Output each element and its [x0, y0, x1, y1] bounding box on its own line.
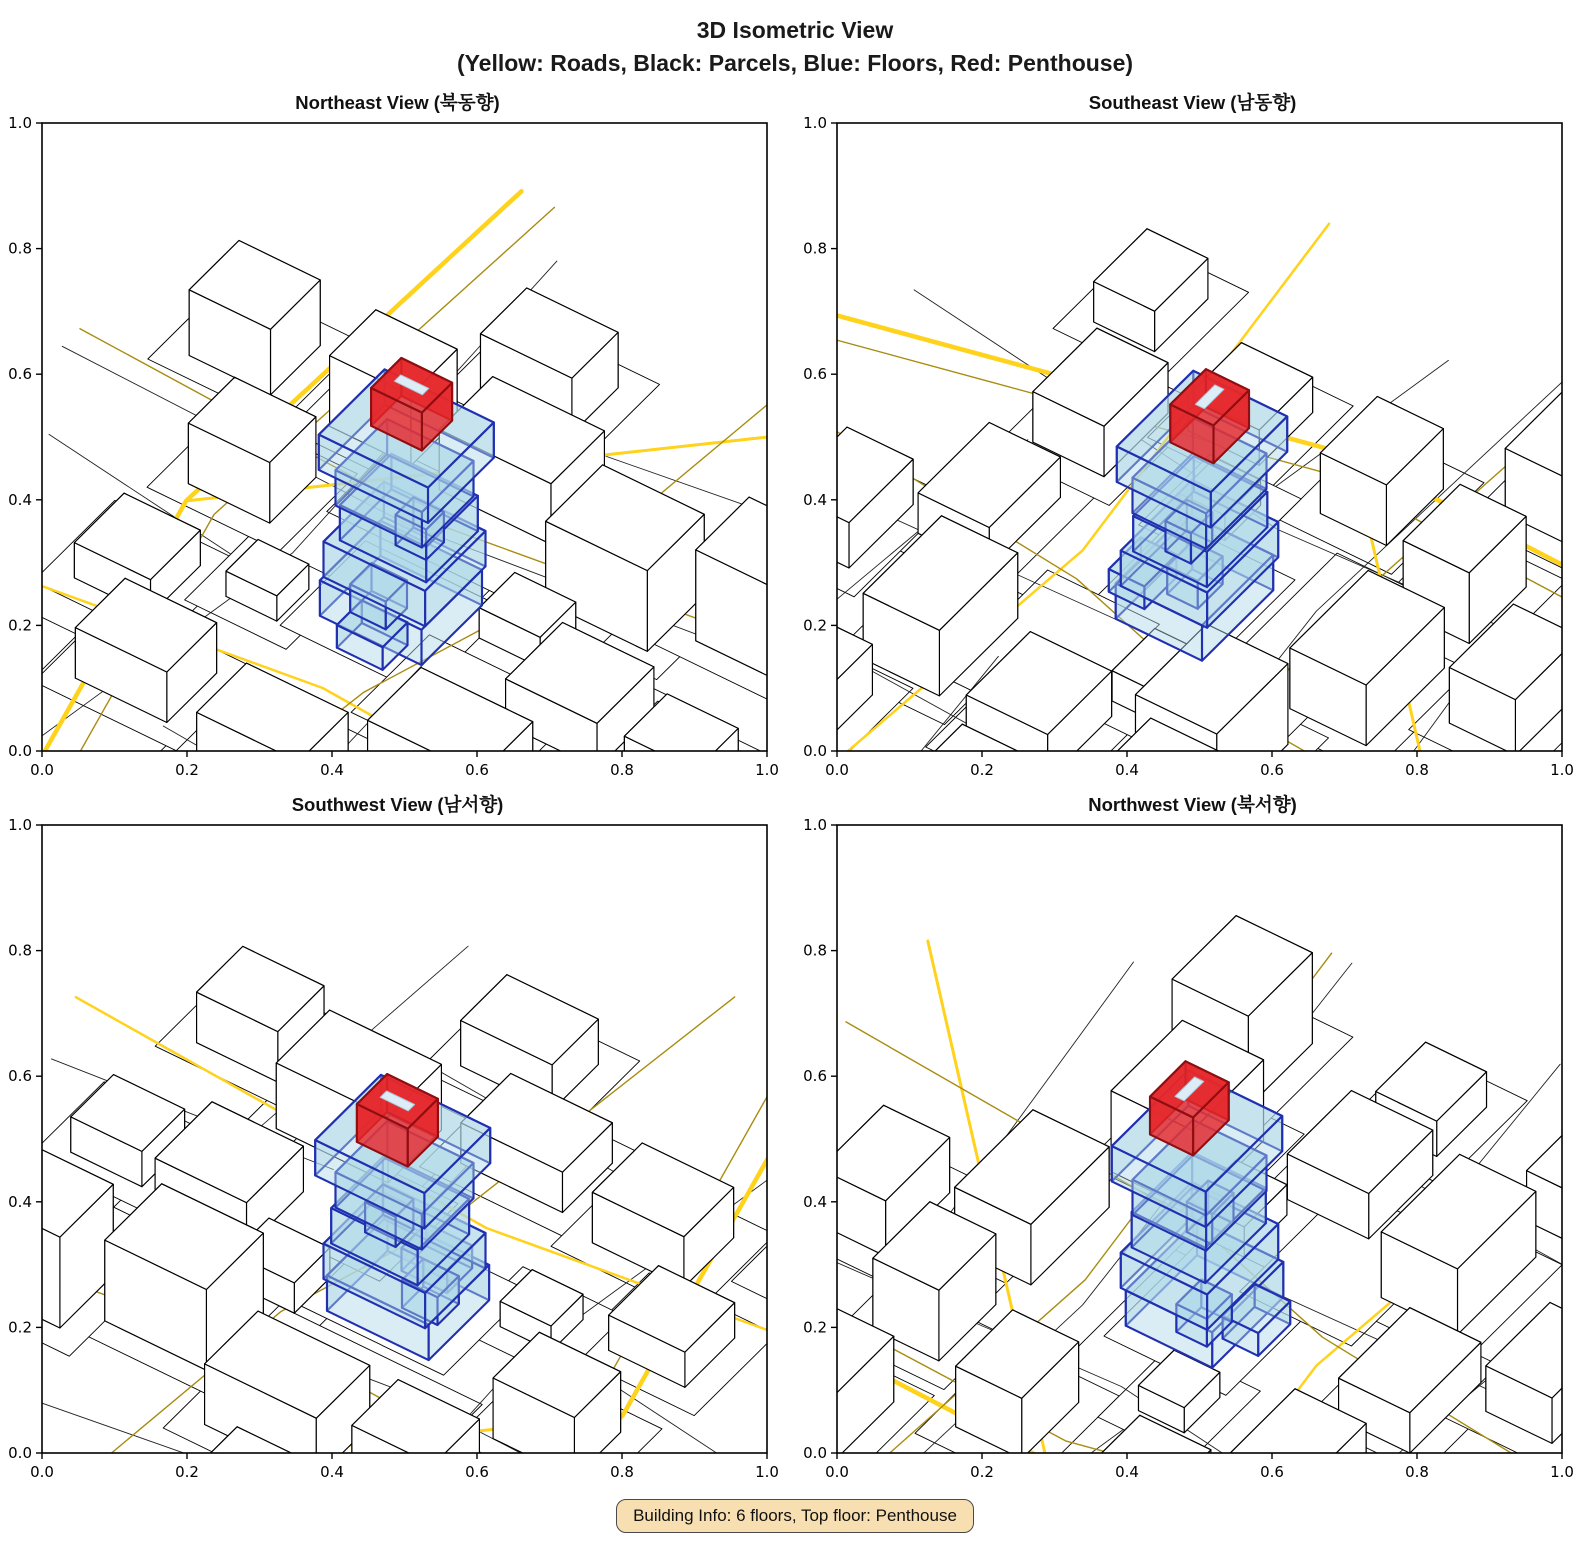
scene-northeast-plot [0, 117, 795, 781]
svg-text:1.0: 1.0 [755, 761, 779, 780]
figure-title [0, 0, 1590, 79]
svg-text:0.0: 0.0 [825, 761, 849, 780]
scene-southeast-plot [795, 117, 1590, 781]
svg-text:1.0: 1.0 [755, 1463, 779, 1482]
svg-text:0.0: 0.0 [8, 1444, 32, 1463]
svg-text:0.6: 0.6 [803, 365, 827, 384]
svg-text:0.6: 0.6 [465, 1463, 489, 1482]
svg-text:0.2: 0.2 [970, 761, 994, 780]
svg-text:0.2: 0.2 [803, 616, 827, 635]
svg-text:0.6: 0.6 [803, 1067, 827, 1086]
subplot-southeast [795, 89, 1590, 781]
svg-text:0.0: 0.0 [30, 761, 54, 780]
svg-text:0.6: 0.6 [1260, 761, 1284, 780]
subplot-northwest [795, 791, 1590, 1483]
svg-text:0.0: 0.0 [803, 1444, 827, 1463]
subplot-title-northwest: Northwest View (북서향) [1088, 794, 1297, 816]
svg-text:0.2: 0.2 [803, 1318, 827, 1337]
scene-northwest-plot [795, 819, 1590, 1483]
svg-text:1.0: 1.0 [803, 117, 827, 133]
svg-text:0.4: 0.4 [320, 761, 344, 780]
svg-text:0.8: 0.8 [8, 239, 32, 258]
svg-text:0.4: 0.4 [803, 1193, 827, 1212]
svg-text:0.8: 0.8 [610, 1463, 634, 1482]
svg-text:0.8: 0.8 [610, 761, 634, 780]
subplot-northeast [0, 89, 795, 781]
svg-text:0.8: 0.8 [803, 239, 827, 258]
svg-text:1.0: 1.0 [1550, 1463, 1574, 1482]
svg-text:0.0: 0.0 [803, 742, 827, 761]
svg-text:0.8: 0.8 [803, 941, 827, 960]
plots-grid [0, 89, 1590, 1483]
svg-text:0.6: 0.6 [8, 365, 32, 384]
subplot-title-southwest: Southwest View (남서향) [291, 794, 504, 816]
svg-text:0.8: 0.8 [1405, 761, 1429, 780]
subplot-title-northeast: Northeast View (북동향) [295, 92, 500, 114]
subplot-southwest [0, 791, 795, 1483]
figure-title-line1: 3D Isometric View [696, 17, 894, 43]
svg-text:0.0: 0.0 [825, 1463, 849, 1482]
svg-text:1.0: 1.0 [803, 819, 827, 835]
svg-text:0.0: 0.0 [30, 1463, 54, 1482]
svg-text:0.2: 0.2 [8, 1318, 32, 1337]
svg-text:0.2: 0.2 [175, 761, 199, 780]
figure-title-line2: (Yellow: Roads, Black: Parcels, Blue: Floors, Red: Penthouse) [456, 49, 1134, 76]
annotation-container [0, 1499, 1590, 1533]
svg-text:0.6: 0.6 [1260, 1463, 1284, 1482]
building-info-badge: Building Info: 6 floors, Top floor: Penthouse [616, 1499, 974, 1533]
svg-text:0.4: 0.4 [8, 491, 32, 510]
svg-text:0.6: 0.6 [8, 1067, 32, 1086]
svg-text:0.8: 0.8 [1405, 1463, 1429, 1482]
svg-text:0.4: 0.4 [1115, 761, 1139, 780]
svg-text:0.2: 0.2 [175, 1463, 199, 1482]
svg-text:0.4: 0.4 [320, 1463, 344, 1482]
svg-text:0.4: 0.4 [1115, 1463, 1139, 1482]
scene-southwest-plot [0, 819, 795, 1483]
svg-text:0.2: 0.2 [8, 616, 32, 635]
svg-text:0.0: 0.0 [8, 742, 32, 761]
svg-text:1.0: 1.0 [8, 819, 32, 835]
svg-text:0.4: 0.4 [8, 1193, 32, 1212]
svg-text:0.4: 0.4 [803, 491, 827, 510]
svg-text:1.0: 1.0 [1550, 761, 1574, 780]
svg-text:0.8: 0.8 [8, 941, 32, 960]
svg-text:1.0: 1.0 [8, 117, 32, 133]
svg-text:0.6: 0.6 [465, 761, 489, 780]
svg-text:0.2: 0.2 [970, 1463, 994, 1482]
subplot-title-southeast: Southeast View (남동향) [1088, 92, 1297, 114]
